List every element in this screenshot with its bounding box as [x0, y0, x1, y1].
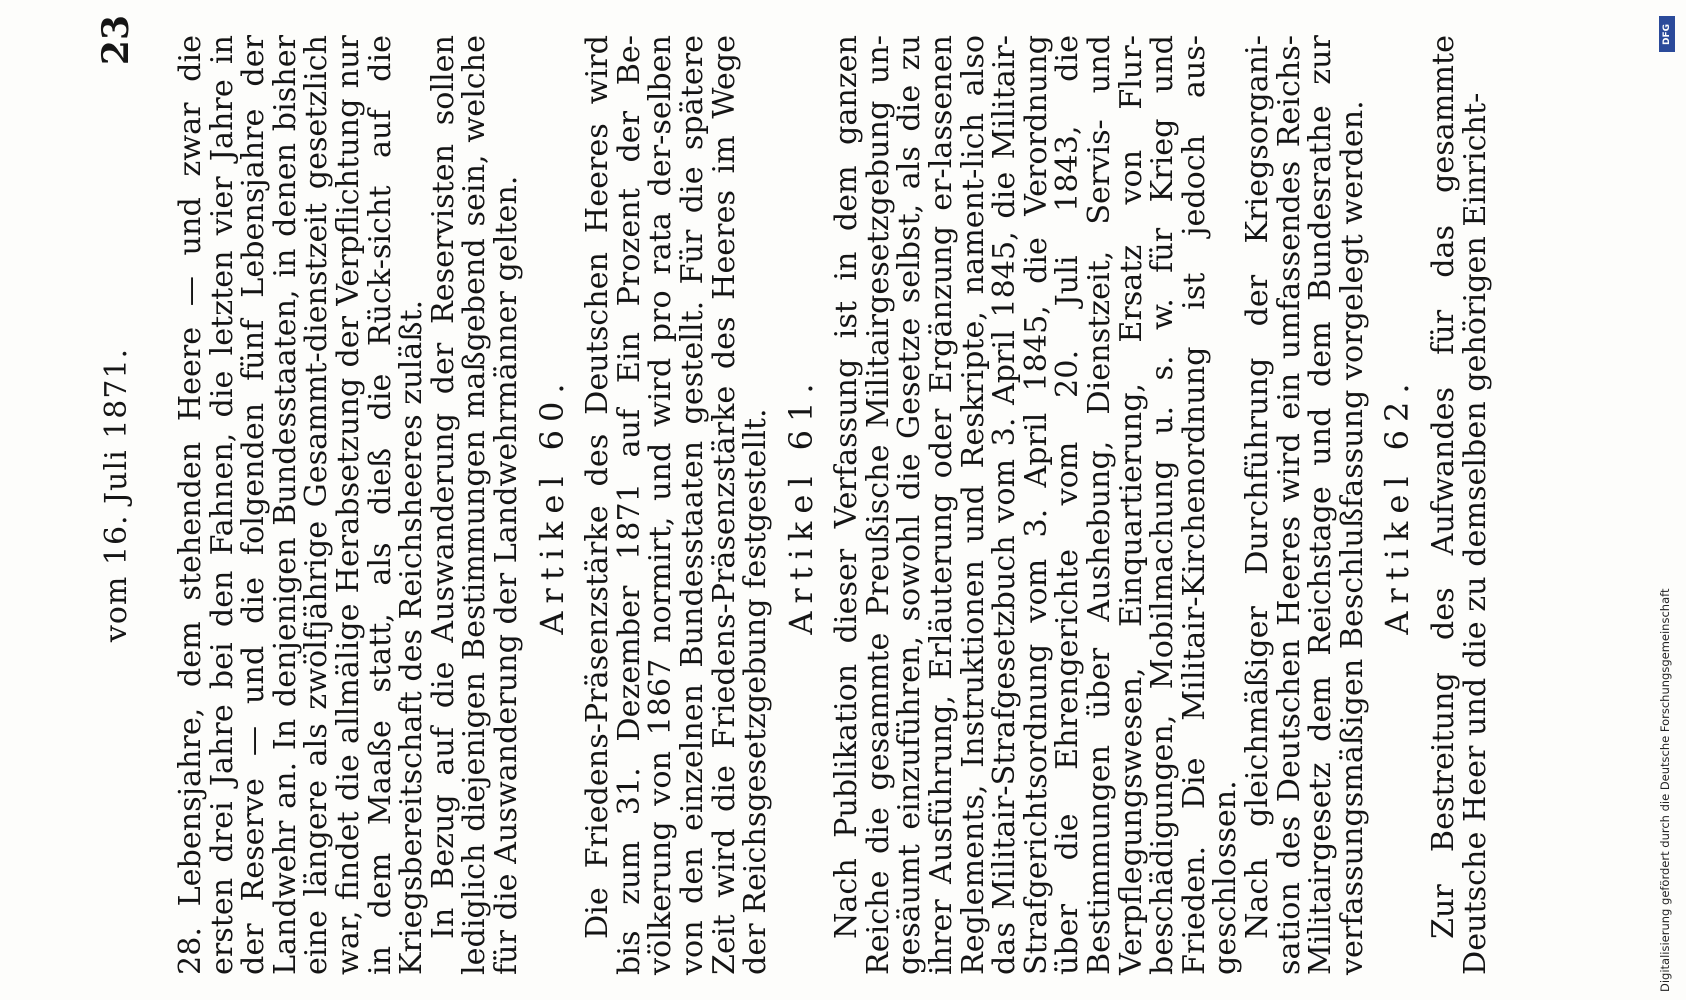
article-62-text: Zur Bestreitung des Aufwandes für das gesammte Deutsche Heer und die zu demselben gehörigen Einricht-: [1425, 35, 1493, 975]
paragraph-auswanderung: In Bezug auf die Auswanderung der Reservisten sollen lediglich diejenigen Bestimmungen maßgebend sein, welche für die Auswanderung der Landwehrmänner gelten.: [425, 35, 524, 975]
page-body: [175, 35, 1491, 975]
article-61-text-2: Nach gleichmäßiger Durchführung der Kriegsorgani-sation des Deutschen Heeres wird ein umfassendes Reichs-Militairgesetz dem Reichstage und dem Bundesrathe zur verfassungsmäßigen Beschlußfassung vorgelegt werden.: [1240, 35, 1370, 975]
dfg-logo: DFG: [1659, 16, 1675, 52]
article-60-text: Die Friedens-Präsenzstärke des Deutschen Heeres wird bis zum 31. Dezember 1871 auf Ein Prozent der Be-völkerung von 1867 normirt, und wird pro rata der-selben von den einzelnen Bundesstaaten gestellt. Für die spätere Zeit wird die Friedens-Präsenzstärke des Heeres im Wege der Reichsgesetzgebung festgestellt.: [580, 35, 774, 975]
rotated-page-content: [95, 15, 1555, 975]
page-header: [95, 15, 155, 975]
paragraph-lebensjahre: 28. Lebensjahre, dem stehenden Heere — und zwar die ersten drei Jahre bei den Fahnen, die letzten vier Jahre in der Reserve — und die folgenden fünf Lebensjahre der Landwehr an. In denjenigen Bundesstaaten, in denen bisher eine längere als zwölfjährige Gesammt-dienstzeit gesetzlich war, findet die allmälige Herabsetzung der Verpflichtung nur in dem Maaße statt, als dieß die Rück-sicht auf die Kriegsbereitschaft des Reichsheeres zuläßt.: [173, 35, 430, 975]
article-62-title: Artikel 62.: [1378, 375, 1417, 635]
article-60-title: Artikel 60.: [532, 375, 571, 635]
page-number: 23: [95, 15, 137, 66]
article-61-text-1: Nach Publikation dieser Verfassung ist in dem ganzen Reiche die gesammte Preußische Militairgesetzgebung un-gesäumt einzuführen, sowohl die Gesetze selbst, als die zu ihrer Ausführung, Erläuterung oder Ergänzung er-lassenen Reglements, Instruktionen und Reskripte, nament-lich also das Militair-Strafgesetzbuch vom 3. April 1845, die Militair-Strafgerichtsordnung vom 3. April 1845, die Verordnung über die Ehrengerichte vom 20. Juli 1843, die Bestimmungen über Aushebung, Dienstzeit, Servis- und Verpflegungswesen, Einquartierung, Ersatz von Flur-beschädigungen, Mobilmachung u. s. w. für Krieg und Frieden. Die Militair-Kirchenordnung ist jedoch aus-geschlossen.: [829, 35, 1244, 975]
digitization-note: Digitalisierung gefördert durch die Deutsche Forschungsgemeinschaft: [1658, 588, 1672, 992]
article-61-title: Artikel 61.: [781, 375, 820, 635]
header-date: vom 16. Juli 1871.: [99, 347, 134, 643]
